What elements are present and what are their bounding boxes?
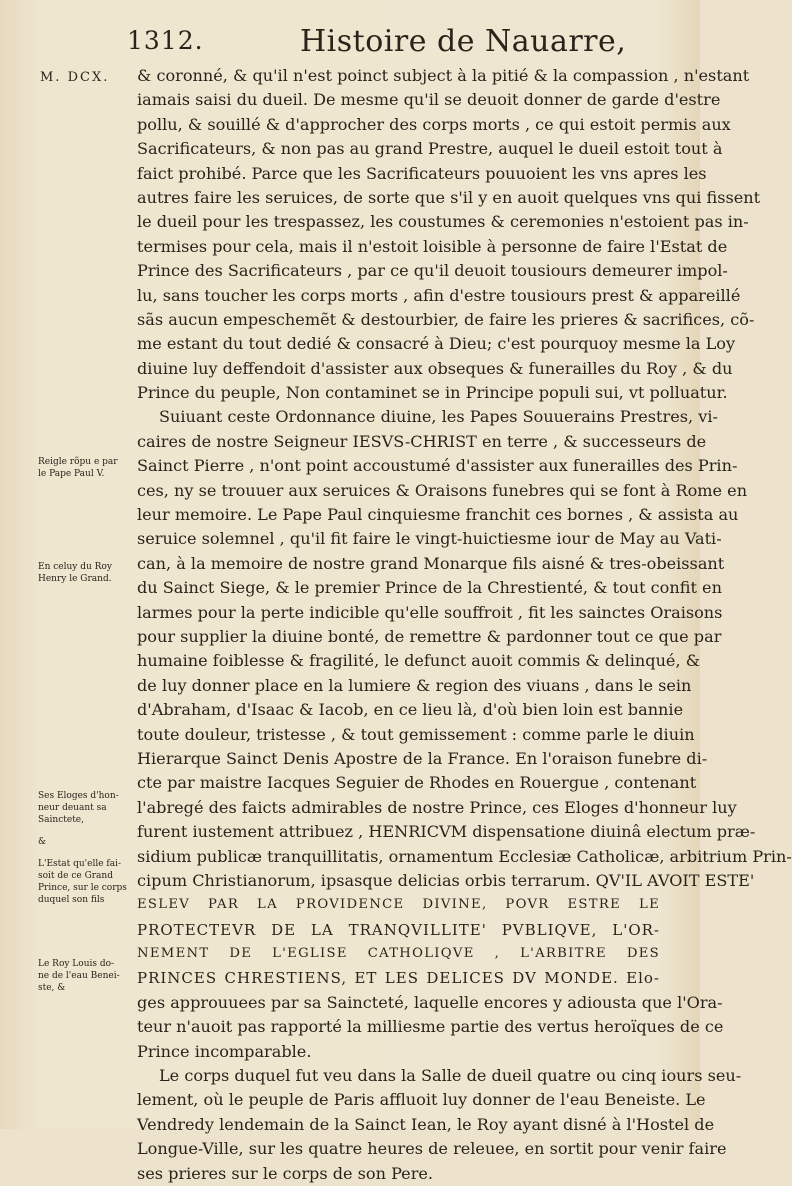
margin-note xyxy=(38,456,133,480)
margin-note xyxy=(38,836,133,848)
text-line: & coronné, & qu'il n'est poinct subject à la pitié & la compassion , n'estant xyxy=(137,66,750,85)
body-text xyxy=(137,64,792,1186)
text-line: Suiuant ceste Ordonnance diuine, les Papes Souuerains Prestres, vi- xyxy=(159,407,718,427)
year-marker: M. DCX. xyxy=(40,70,110,85)
margin-note-line: neur deuant sa xyxy=(38,803,107,813)
margin-note-line: ste, & xyxy=(38,983,66,993)
margin-note-line: L'Estat qu'elle fai- xyxy=(38,859,122,869)
text-line: Longue-Ville, sur les quatre heures de releuee, en sortit pour venir faire xyxy=(137,1139,727,1159)
text-line: cte par maistre Iacques Seguier de Rhodes en Rouergue , contenant xyxy=(137,773,697,793)
margin-note-line: ne de l'eau Benei- xyxy=(38,971,120,981)
text-line: ces, ny se trouuer aux seruices & Oraisons funebres qui se font à Rome en xyxy=(137,480,748,500)
text-line: teur n'auoit pas rapporté la milliesme partie des vertus heroïques de ce xyxy=(137,1017,724,1037)
text-line: can, à la memoire de nostre grand Monarque fils aisné & tres-obeissant xyxy=(137,553,725,573)
text-line: iamais saisi du dueil. De mesme qu'il se deuoit donner de garde d'estre xyxy=(137,90,721,110)
margin-note xyxy=(38,561,133,585)
text-line: seruice solemnel , qu'il fit faire le vingt-huictiesme iour de May au Vati- xyxy=(137,529,722,549)
text-line: d'Abraham, d'Isaac & Iacob, en ce lieu là, d'où bien loin est bannie xyxy=(137,700,684,720)
text-line: de luy donner place en la lumiere & region des viuans , dans le sein xyxy=(137,675,692,695)
text-line: lement, où le peuple de Paris affluoit luy donner de l'eau Beneiste. Le xyxy=(137,1090,706,1110)
text-line: Le corps duquel fut veu dans la Salle de dueil quatre ou cinq iours seu- xyxy=(159,1066,742,1086)
margin-note-line: Sainctete, xyxy=(38,815,84,825)
text-line: faict prohibé. Parce que les Sacrificateurs pouuoient les vns apres les xyxy=(137,163,707,183)
text-line: ses prieres sur le corps de son Pere. xyxy=(137,1163,434,1183)
text-line: humaine foiblesse & fragilité, le defunct auoit commis & delinqué, & xyxy=(137,651,701,671)
margin-note-line: & xyxy=(38,837,47,847)
margin-note xyxy=(38,858,133,906)
text-line: le dueil pour les trespassez, les coustumes & ceremonies n'estoient pas in- xyxy=(137,212,749,232)
text-line: Hierarque Sainct Denis Apostre de la France. En l'oraison funebre di- xyxy=(137,748,708,768)
text-line: leur memoire. Le Pape Paul cinquiesme franchit ces bornes , & assista au xyxy=(137,505,739,525)
text-line: PROTECTEVR DE LA TRANQVILLITE' PVBLIQVE, L'OR- xyxy=(137,920,660,939)
text-line: Vendredy lendemain de la Sainct Iean, le Roy ayant disné à l'Hostel de xyxy=(137,1114,715,1134)
text-line: termises pour cela, mais il n'estoit loisible à personne de faire l'Estat de xyxy=(137,236,728,256)
text-line: l'abregé des faicts admirables de nostre Prince, ces Eloges d'honneur luy xyxy=(137,797,737,817)
text-line: PRINCES CHRESTIENS, ET LES DELICES DV MONDE. Elo- xyxy=(137,969,660,988)
margin-note-line: Ses Eloges d'hon- xyxy=(38,791,119,801)
text-line: Prince du peuple, Non contaminet se in Principe populi sui, vt polluatur. xyxy=(137,383,728,403)
text-line: du Sainct Siege, & le premier Prince de la Chrestienté, & tout confit en xyxy=(137,578,722,598)
text-line: pollu, & souillé & d'approcher des corps morts , ce qui estoit permis aux xyxy=(137,114,731,134)
text-line: ges approuuees par sa Saincteté, laquelle encores y adiousta que l'Ora- xyxy=(137,992,723,1012)
text-line: autres faire les seruices, de sorte que s'il y en auoit quelques vns qui fissent xyxy=(137,187,761,207)
margin-note-line: duquel son fils xyxy=(38,895,105,905)
text-line: NEMENT DE L'EGLISE CATHOLIQVE , L'ARBITRE DES xyxy=(137,946,660,962)
text-line: me estant du tout dedié & consacré à Dieu; c'est pourquoy mesme la Loy xyxy=(137,334,736,354)
running-title: Histoire de Nauarre, xyxy=(300,24,627,59)
text-line: larmes pour la perte indicible qu'elle souffroit , fit les sainctes Oraisons xyxy=(137,602,723,622)
text-line: sidium publicæ tranquillitatis, ornamentum Ecclesiæ Catholicæ, arbitrium Prin- xyxy=(137,846,792,866)
margin-note-line: Prince, sur le corps xyxy=(38,883,127,893)
margin-note-line: Le Roy Louis do- xyxy=(38,959,115,969)
text-line: toute douleur, tristesse , & tout gemissement : comme parle le diuin xyxy=(137,724,695,744)
text-line: sãs aucun empeschemẽt & destourbier, de faire les prieres & sacrifices, cõ- xyxy=(137,309,755,329)
margin-note-line: En celuy du Roy xyxy=(38,562,112,572)
text-line: furent iustement attribuez , HENRICVM dispensatione diuinâ electum præ- xyxy=(137,822,756,842)
text-line: pour supplier la diuine bonté, de remettre & pardonner tout ce que par xyxy=(137,626,722,646)
page-header xyxy=(0,26,700,66)
margin-note-line: le Pape Paul V. xyxy=(38,469,105,479)
folio-number: 1312. xyxy=(127,26,204,55)
text-line: Prince des Sacrificateurs , par ce qu'il deuoit tousiours demeurer impol- xyxy=(137,261,728,281)
margin-note-line: Henry le Grand. xyxy=(38,574,112,584)
text-line: lu, sans toucher les corps morts , afin d'estre tousiours prest & appareillé xyxy=(137,285,741,305)
margin-note xyxy=(38,958,133,994)
text-line: diuine luy deffendoit d'assister aux obseques & funerailles du Roy , & du xyxy=(137,358,733,378)
text-line: ESLEV PAR LA PROVIDENCE DIVINE, POVR ESTRE LE xyxy=(137,897,660,913)
margin-note xyxy=(38,790,133,826)
margin-note-line: soit de ce Grand xyxy=(38,871,113,881)
text-line: caires de nostre Seigneur IESVS-CHRIST en terre , & successeurs de xyxy=(137,431,707,451)
margin-note-line: Reigle rõpu e par xyxy=(38,457,118,467)
text-line: Prince incomparable. xyxy=(137,1041,312,1061)
text-line: cipum Christianorum, ipsasque delicias orbis terrarum. QV'IL AVOIT ESTE' xyxy=(137,870,755,890)
text-line: Sainct Pierre , n'ont point accoustumé d'assister aux funerailles des Prin- xyxy=(137,456,738,476)
text-line: Sacrificateurs, & non pas au grand Prestre, auquel le dueil estoit tout à xyxy=(137,139,723,159)
